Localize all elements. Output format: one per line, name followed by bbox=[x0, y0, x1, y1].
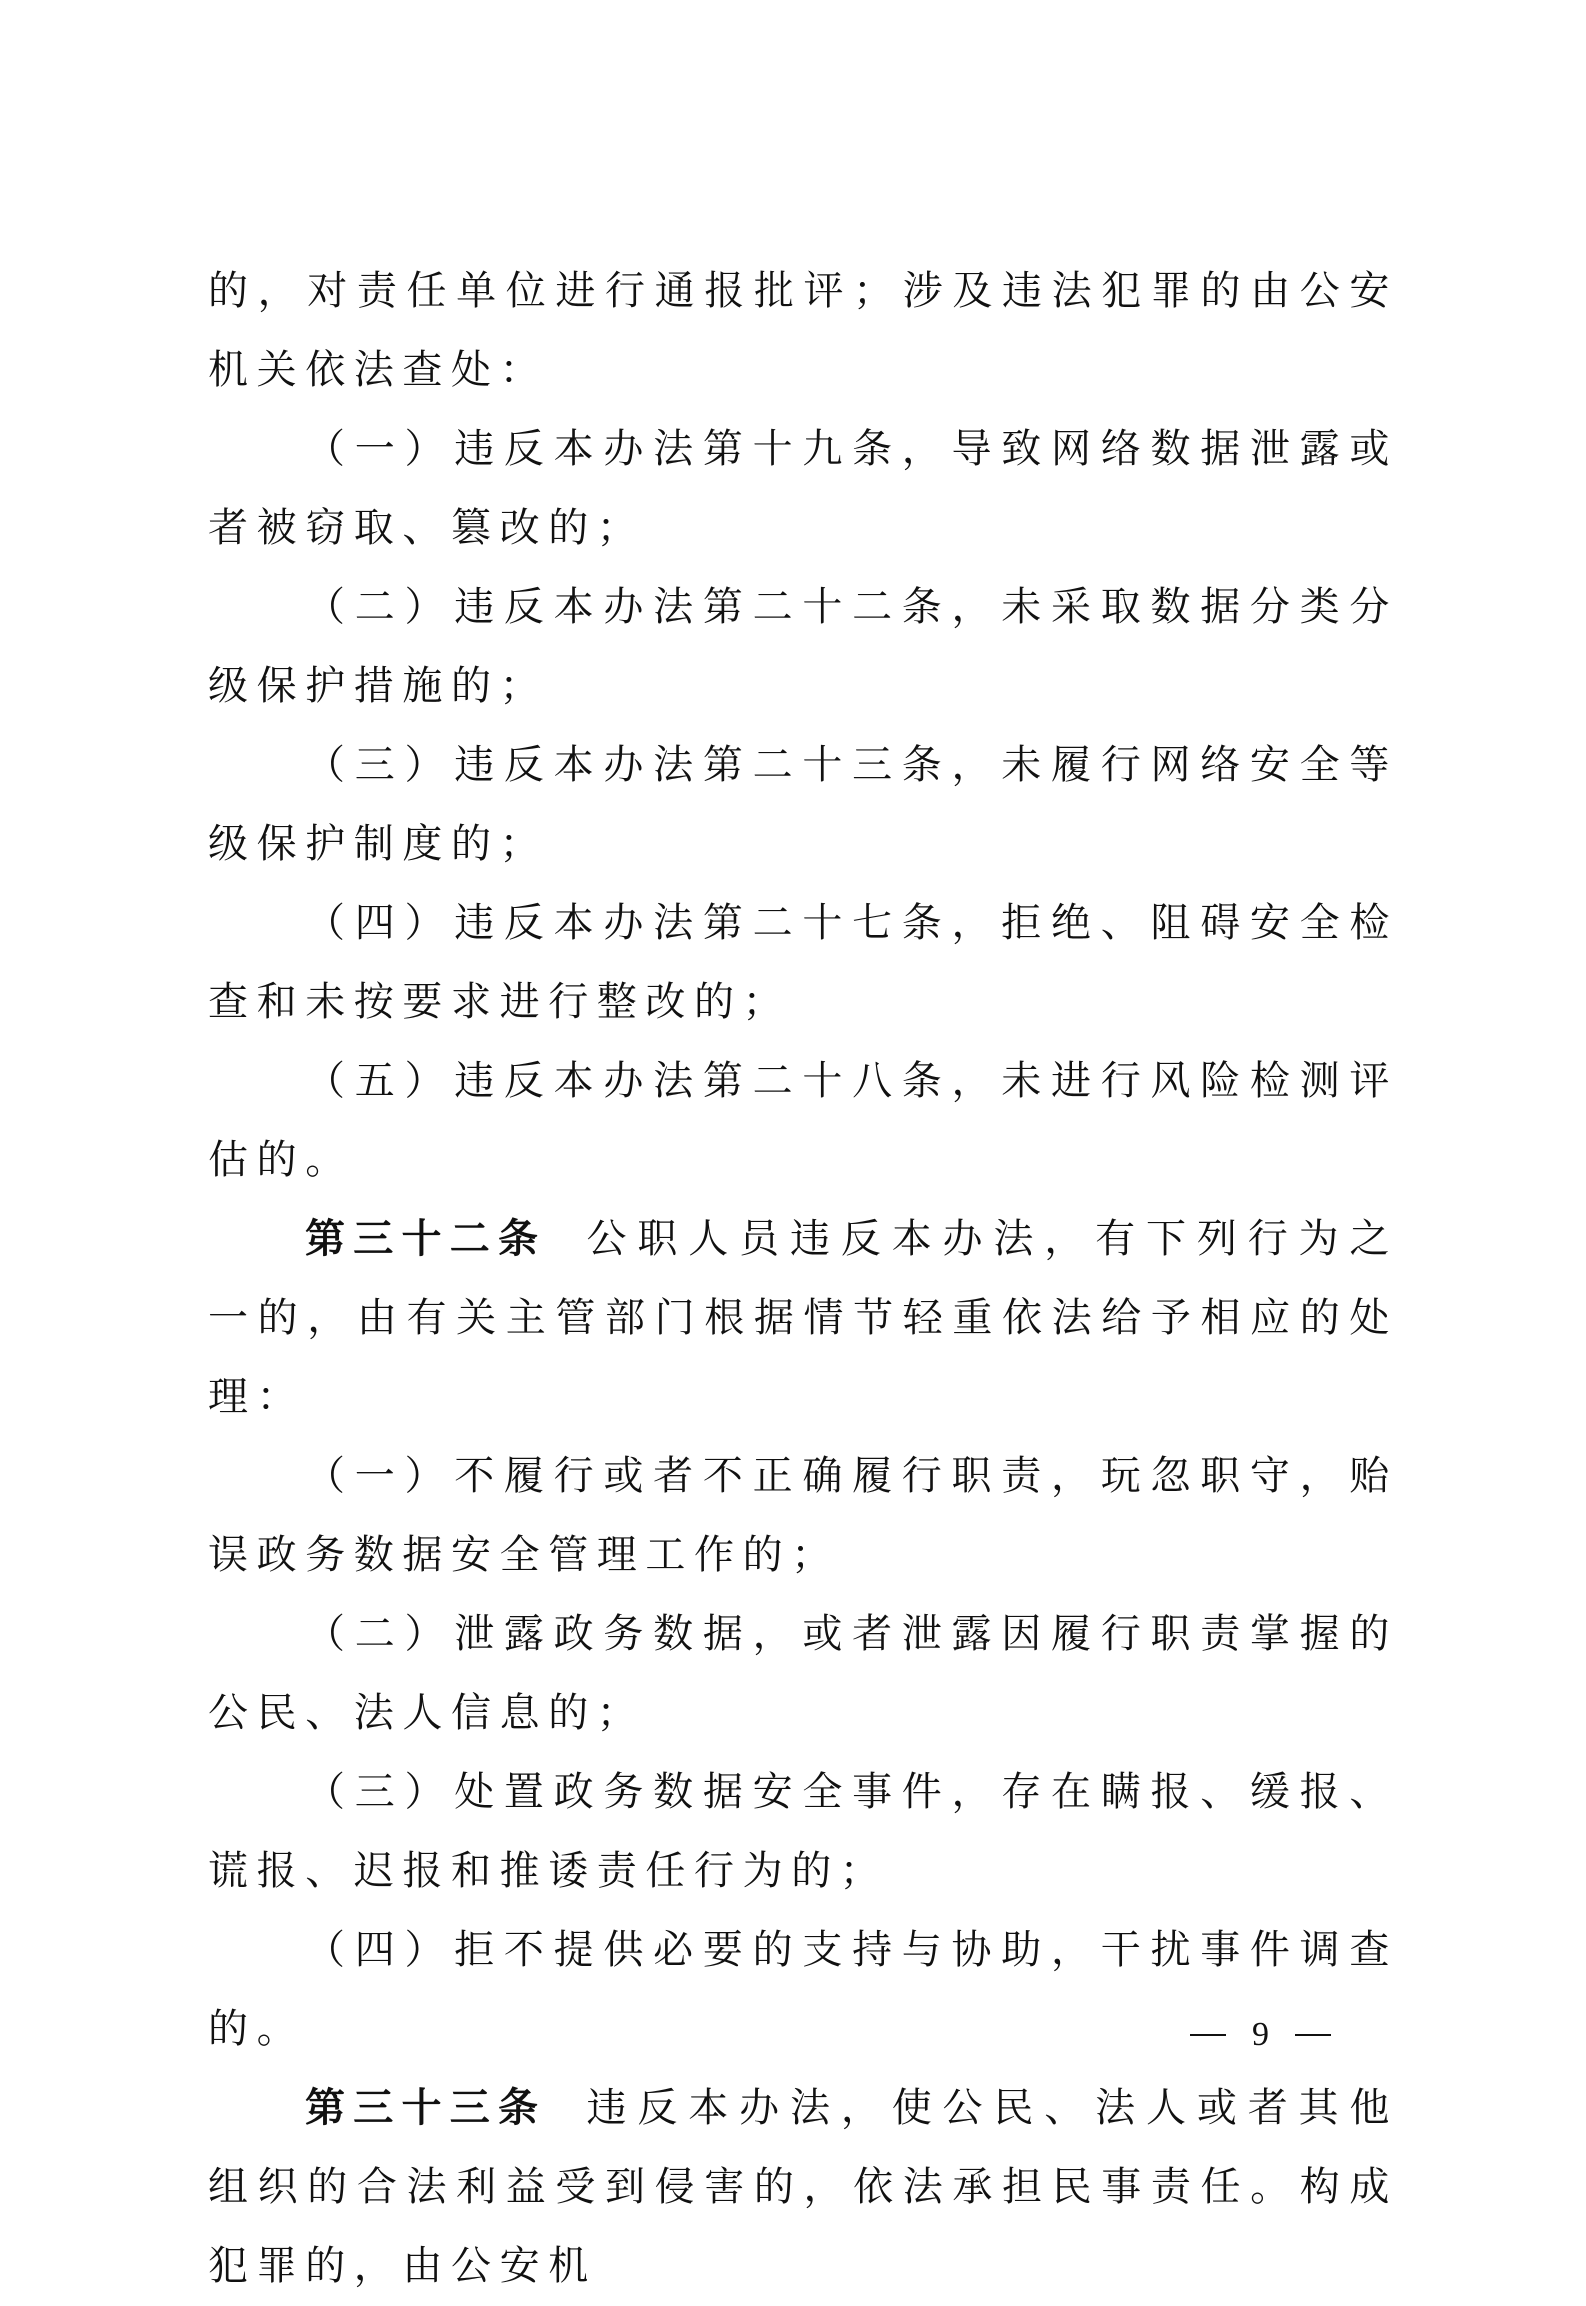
article-33 bbox=[208, 2069, 1398, 2306]
list-item-4 bbox=[208, 884, 1398, 1042]
paragraph-text: （二）违反本办法第二十二条，未采取数据分类分级保护措施的； bbox=[208, 584, 1398, 709]
list-item-2 bbox=[208, 568, 1398, 726]
list-item-3 bbox=[208, 726, 1398, 884]
footer-dash-right bbox=[1295, 2034, 1331, 2036]
list-item-3 bbox=[208, 1753, 1398, 1911]
article-heading: 第三十三条 bbox=[305, 2085, 547, 2131]
list-item-2 bbox=[208, 1595, 1398, 1753]
paragraph-text: （四）拒不提供必要的支持与协助，干扰事件调查的。 bbox=[208, 1927, 1398, 2052]
page-number: 9 bbox=[1252, 2016, 1269, 2053]
list-item-1 bbox=[208, 410, 1398, 568]
paragraph-text: （二）泄露政务数据，或者泄露因履行职责掌握的公民、法人信息的； bbox=[208, 1611, 1398, 1736]
paragraph-text: 违反本办法，使公民、法人或者其他组织的合法利益受到侵害的，依法承担民事责任。构成犯罪的，由公安机 bbox=[208, 2085, 1399, 2289]
list-item-1 bbox=[208, 1437, 1398, 1595]
list-item-5 bbox=[208, 1042, 1398, 1200]
paragraph-text: 公职人员违反本办法，有下列行为之一的，由有关主管部门根据情节轻重依法给予相应的处理： bbox=[208, 1216, 1399, 1420]
paragraph-text: （三）违反本办法第二十三条，未履行网络安全等级保护制度的； bbox=[208, 742, 1398, 867]
paragraph-text: （三）处置政务数据安全事件，存在瞒报、缓报、谎报、迟报和推诿责任行为的； bbox=[208, 1769, 1398, 1894]
article-heading: 第三十二条 bbox=[305, 1216, 547, 1262]
paragraph-text: （一）违反本办法第十九条，导致网络数据泄露或者被窃取、篡改的； bbox=[208, 426, 1398, 551]
paragraph-continuation bbox=[208, 252, 1398, 410]
page-footer bbox=[1190, 2016, 1331, 2054]
article-32 bbox=[208, 1200, 1398, 1437]
paragraph-text: 的，对责任单位进行通报批评；涉及违法犯罪的由公安机关依法查处： bbox=[208, 268, 1398, 393]
document-body bbox=[208, 252, 1398, 2306]
footer-dash-left bbox=[1190, 2034, 1226, 2036]
paragraph-text: （五）违反本办法第二十八条，未进行风险检测评估的。 bbox=[208, 1058, 1398, 1183]
paragraph-text: （一）不履行或者不正确履行职责，玩忽职守，贻误政务数据安全管理工作的； bbox=[208, 1453, 1398, 1578]
paragraph-text: （四）违反本办法第二十七条，拒绝、阻碍安全检查和未按要求进行整改的； bbox=[208, 900, 1398, 1025]
